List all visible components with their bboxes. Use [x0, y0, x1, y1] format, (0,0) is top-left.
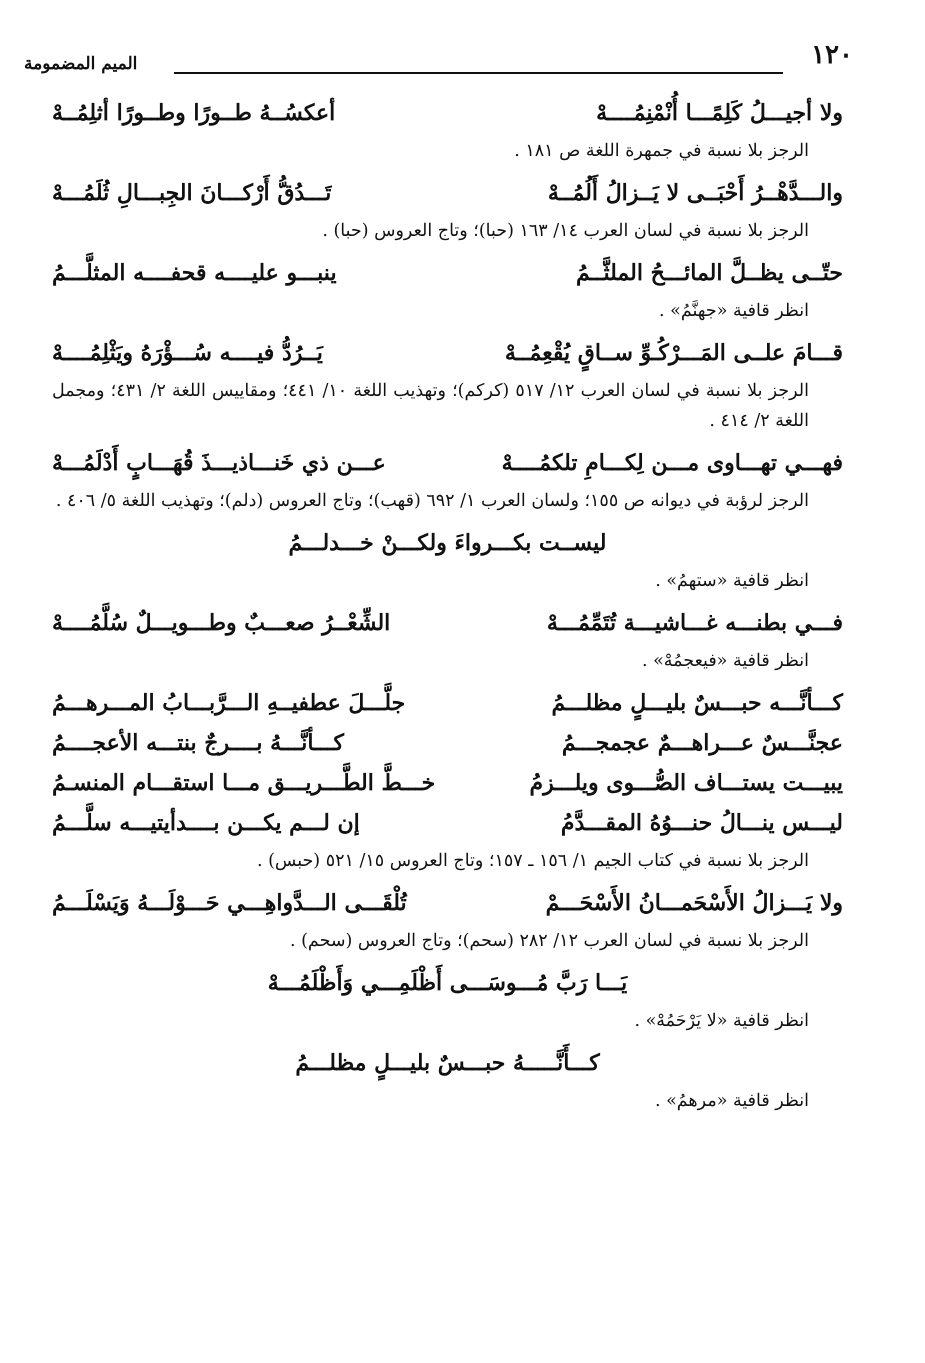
verse-second-hemistich: أعكسُــهُ طــورًا وطــورًا أثلِمُــهْ — [52, 100, 336, 126]
verse-line — [52, 96, 843, 136]
verse-line-single — [52, 966, 843, 1006]
footnote: انظر قافية «فيعجمُهْ» . — [641, 651, 809, 671]
verse-line — [52, 766, 843, 806]
verse-first-hemistich: ليـــس ينـــالُ حنـــوُهُ المقـــدَّمُ — [560, 810, 843, 836]
verse-second-hemistich: تُلْقَـــى الـــدَّواهِـــي حَـــوْلَـــهُ وَيَسْلَـــمُ — [52, 890, 407, 916]
page-content — [52, 96, 843, 1126]
verse-first-hemistich: فهـــي تهـــاوى مـــن لِكـــامِ تلكمُــــهْ — [501, 450, 843, 476]
verse-second-hemistich: ينبـــو عليــــه قحفــــه المثلَّـــمُ — [52, 260, 337, 286]
footnote: الرجز بلا نسبة في جمهرة اللغة ص ١٨١ . — [514, 141, 809, 161]
verse-first-hemistich: قـــامَ علــى المَـــرْكُـوِّ ســاقٍ يُقْعِمُــهْ — [504, 340, 843, 366]
verse-first-hemistich: كـــأنَّـــه حبـــسٌ بليـــلٍ مظلـــمُ — [551, 690, 843, 716]
footnote: انظر قافية «جهنَّمُ» . — [659, 301, 809, 321]
running-head: الميم المضمومة — [24, 54, 138, 74]
footnote: الرجز بلا نسبة في لسان العرب ١٤/ ١٦٣ (حبا)؛ وتاج العروس (حبا) . — [322, 221, 809, 241]
verse-second-hemistich: كـــأنَّـــهُ بــــرجٌ بنتـــه الأعجــــمُ — [52, 730, 344, 756]
verse-first-hemistich: حتّــى يظــلَّ المائـــحُ الملثَّــمُ — [575, 260, 843, 286]
verse-first-hemistich: والـــدَّهْــرُ أَحْبَــى لا يَــزالُ أَلُمُــهْ — [547, 180, 843, 206]
verse-second-hemistich: الشِّعْــرُ صعـــبٌ وطـــويـــلٌ سُلَّمُــــهْ — [52, 610, 391, 636]
verse-line — [52, 176, 843, 216]
verse-line — [52, 256, 843, 296]
verse-first-hemistich: يبيـــت يستـــاف الصُّـــوى ويلـــزمُ — [529, 770, 843, 796]
footnote: الرجز بلا نسبة في كتاب الجيم ١/ ١٥٦ ـ ١٥٧؛ وتاج العروس ١٥/ ٥٢١ (حبس) . — [256, 851, 809, 871]
verse-line-single — [52, 1046, 843, 1086]
verse-line-single — [52, 526, 843, 566]
page-number: ١٢٠ — [811, 40, 853, 70]
footnote: انظر قافية «مرهمُ» . — [654, 1091, 809, 1111]
header-rule — [174, 72, 783, 74]
footnote: الرجز بلا نسبة في لسان العرب ١٢/ ٢٨٢ (سحم)؛ وتاج العروس (سحم) . — [289, 931, 809, 951]
footnote: انظر قافية «ستهمُ» . — [655, 571, 809, 591]
verse-line — [52, 336, 843, 376]
verse-first-hemistich: ولا أجيـــلُ كَلِمًـــا أُنْمْنِمُــــهْ — [596, 100, 843, 126]
verse-second-hemistich: تَـــدُقُّ أَرْكـــانَ الجِبـــالِ ثُلَمُـــهْ — [52, 180, 332, 206]
footnote: الرجز بلا نسبة في لسان العرب ١٢/ ٥١٧ (كركم)؛ وتهذيب اللغة ١٠/ ٤٤١؛ ومقاييس اللغة ٢/ ٤٣١؛ ومجمل اللغة ٢/ ٤١٤ . — [52, 381, 809, 431]
footnote: انظر قافية «لا يَرْحَمُهْ» . — [634, 1011, 809, 1031]
verse-first-hemistich: فـــي بطنـــه غـــاشيـــة تُتَمِّمُـــهْ — [546, 610, 843, 636]
verse-second-hemistich: جلَّـــلَ عطفيــهِ الـــرَّبـــابُ المـــرهـــمُ — [52, 690, 406, 716]
verse-hemistich: كـــأَنَّـــــهُ حبـــسٌ بليـــلٍ مظلـــمُ — [295, 1050, 600, 1076]
verse-second-hemistich: خـــطَّ الطَّـــريـــق مـــا استقـــام المنسـمُ — [52, 770, 436, 796]
footnote: الرجز لرؤبة في ديوانه ص ١٥٥؛ ولسان العرب ١/ ٦٩٢ (قهب)؛ وتاج العروس (دلم)؛ وتهذيب اللغة ٥/ ٤٠٦ . — [55, 491, 809, 511]
verse-hemistich: ليســت بكـــرواءَ ولكـــنْ خـــدلـــمُ — [288, 530, 607, 556]
verse-second-hemistich: عـــن ذي خَنـــاذيـــذَ قُهَـــابٍ أَدْلَمُـــهْ — [52, 450, 386, 476]
verse-second-hemistich: إن لـــم يكـــن بــــدأيتيـــه سلَّـــمُ — [52, 810, 360, 836]
verse-line — [52, 886, 843, 926]
verse-hemistich: يَـــا رَبَّ مُـــوسَـــى أَظْلَمِـــي وَأَظْلَمُـــهْ — [267, 970, 628, 996]
verse-line — [52, 686, 843, 726]
verse-line — [52, 446, 843, 486]
verse-second-hemistich: يَــرُدُّ فيــــه سُـــؤْرَهُ ويَثْلِمُــــهْ — [52, 340, 323, 366]
verse-line — [52, 726, 843, 766]
page-header — [24, 38, 853, 84]
verse-first-hemistich: ولا يَـــزالُ الأَسْحَمـــانُ الأَسْحَـــمْ — [545, 890, 843, 916]
verse-line — [52, 606, 843, 646]
verse-line — [52, 806, 843, 846]
verse-first-hemistich: عجنَّـــسٌ عـــراهـــمٌ عجمجـــمُ — [561, 730, 843, 756]
